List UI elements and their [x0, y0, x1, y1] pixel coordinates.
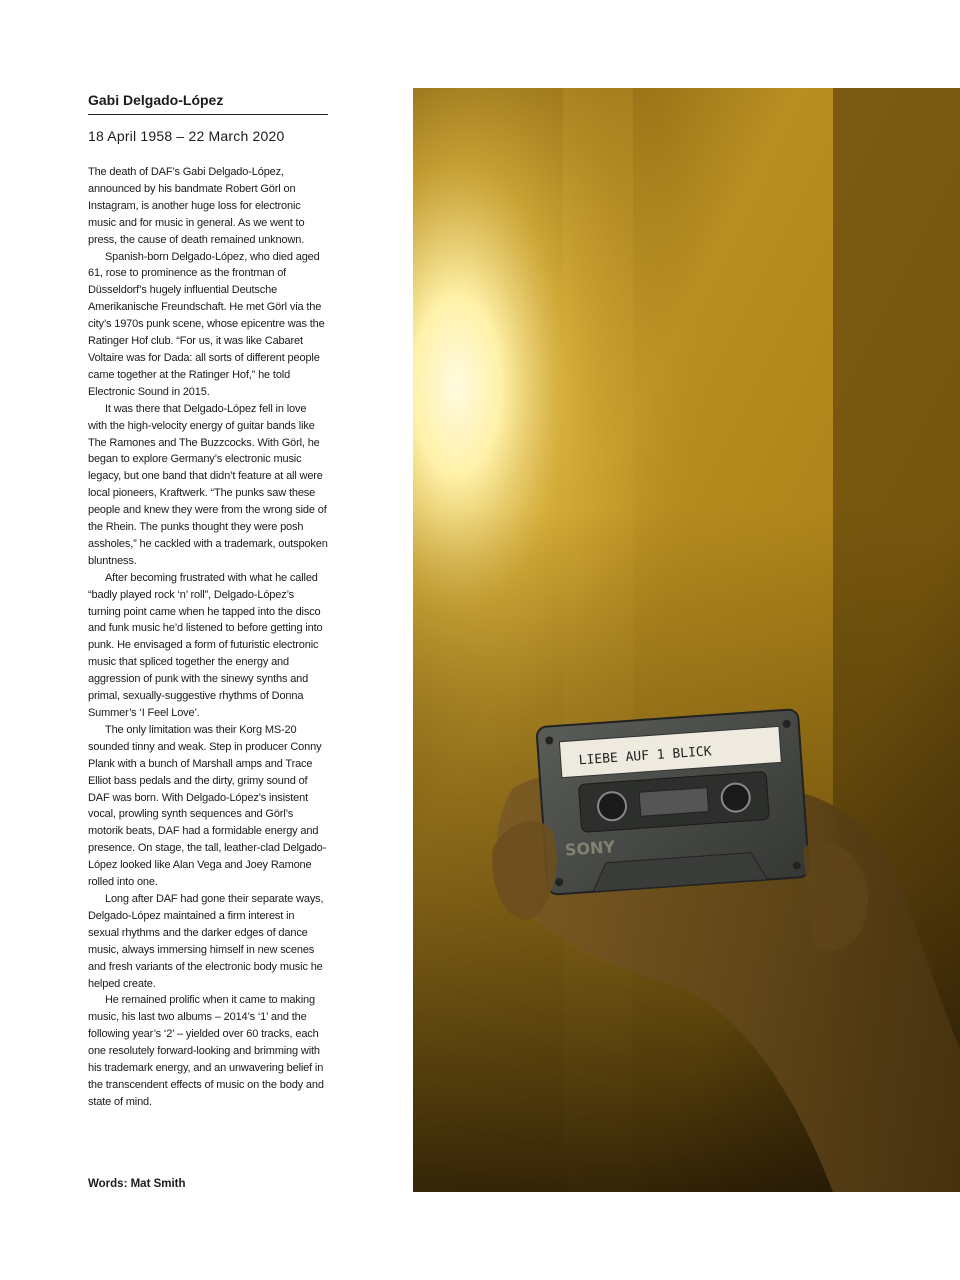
paragraph: After becoming frustrated with what he called “badly played rock ‘n’ roll”, Delgado-López’s turning point came when he tapped into the disco and funk music he’d listened to before getting into punk. He envisaged a form of futuristic electronic music that spliced together the energy and aggression of punk with the sinewy synths and primal, sexually-suggestive rhythms of Donna Summer’s ‘I Feel Love’.: [88, 571, 323, 719]
paragraph: Long after DAF had gone their separate ways, Delgado-López maintained a firm interest in sexual rhythms and the darker edges of dance music, always immersing himself in new scenes and fresh variants of the electronic body music he helped create.: [88, 892, 324, 990]
obituary-name: Gabi Delgado-López: [88, 90, 328, 115]
paragraph: He remained prolific when it came to making music, his last two albums – 2014’s ‘1’ and the following year’s ‘2’ – yielded over 60 tracks, each one resolutely forward-looking and brimming with his trademark energy, and an unwavering belief in the transcendent effects of music on the body and state of mind.: [88, 994, 324, 1108]
paragraph: The only limitation was their Korg MS-20 sounded tinny and weak. Step in producer Conny Plank with a bunch of Marshall amps and Trace Elliot bass pedals and the dirty, grimy sound of DAF was born. With Delgado-López’s insistent vocal, prowling synth sequences and Görl’s motorik beats, DAF had a formidable energy and presence. On stage, the tall, leather-clad Delgado-López looked like Alan Vega and Joey Ramone rolled into one.: [88, 723, 327, 889]
article-column: [88, 90, 328, 1111]
svg-text:SONY: SONY: [564, 837, 616, 860]
obituary-dates: 18 April 1958 – 22 March 2020: [88, 128, 285, 144]
paragraph: Spanish-born Delgado-López, who died aged 61, rose to prominence as the frontman of Düsseldorf’s hugely influential Deutsche Amerikanische Freundschaft. He met Görl via the city’s 1970s punk scene, whose epicentre was the Ratinger Hof club. “For us, it was like Cabaret Voltaire was for Dada: all sorts of different people came together at the Ratinger Hof,” he told Electronic Sound in 2015.: [88, 250, 325, 398]
article-body: [88, 164, 328, 1111]
cassette-photo: [413, 88, 960, 1192]
paragraph: It was there that Delgado-López fell in love with the high-velocity energy of guitar bands like The Ramones and The Buzzcocks. With Görl, he began to explore Germany’s electronic music legacy, but one band that didn’t feature at all were local pioneers, Kraftwerk. “The punks saw these people and knew they were from the wrong side of the Rhein. The punks thought they were posh assholes,” he cackled with a trademark, outspoken bluntness.: [88, 402, 328, 567]
cassette-label: LIEBE AUF 1 BLICK: [578, 744, 713, 769]
author-credit: Words: Mat Smith: [88, 1178, 186, 1190]
paragraph: The death of DAF’s Gabi Delgado-López, announced by his bandmate Robert Görl on Instagram, is another huge loss for electronic music and for music in general. As we went to press, the cause of death remained unknown.: [88, 166, 305, 246]
